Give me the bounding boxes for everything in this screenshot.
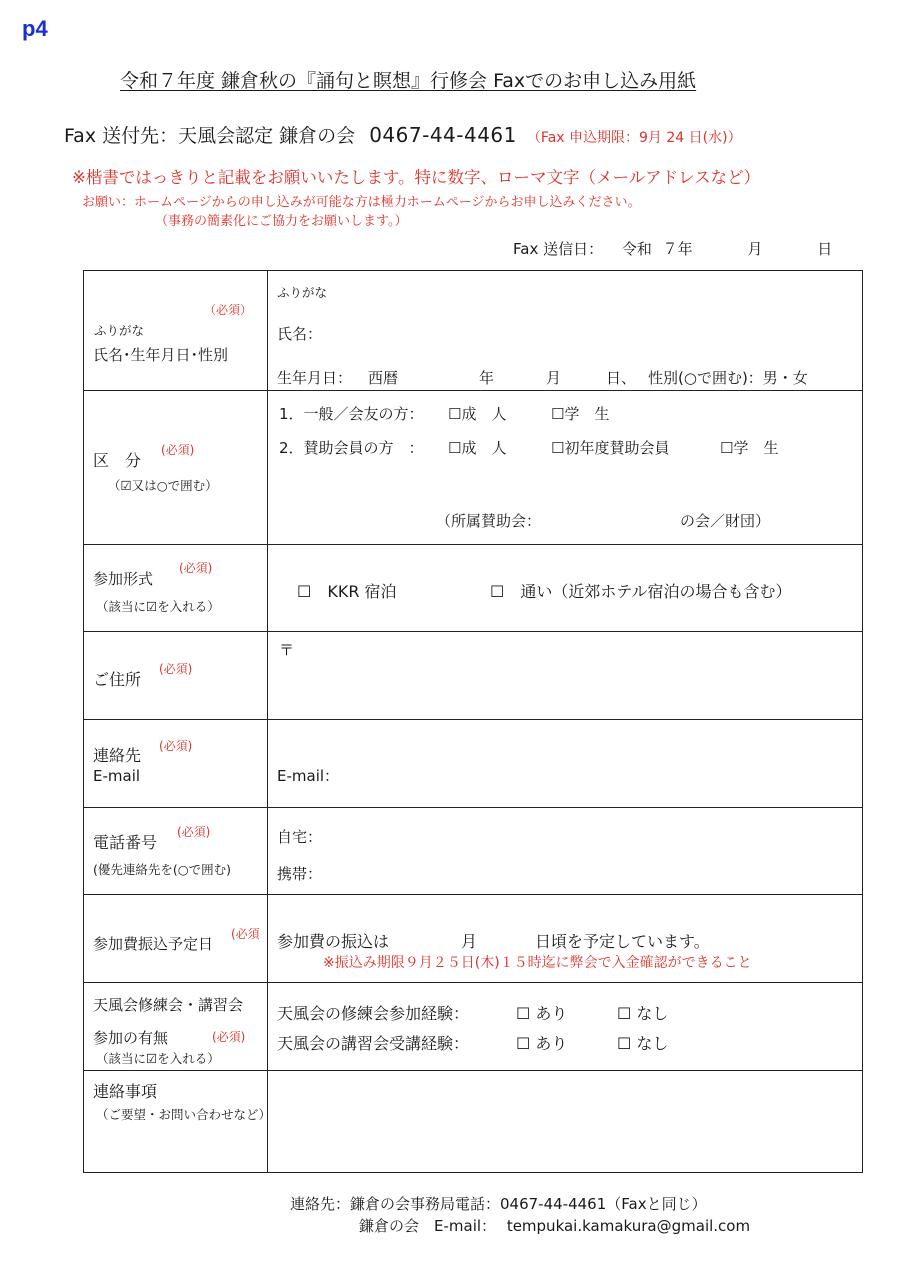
row-contact — [84, 719, 862, 807]
name-field[interactable]: 氏名： — [277, 325, 323, 343]
value-experience — [268, 983, 862, 1070]
required-mark: (必須) — [161, 443, 195, 457]
category-hint: （☑又は○で囲む） — [108, 478, 218, 493]
value-address[interactable] — [268, 632, 862, 719]
phone-label: 電話番号 — [93, 833, 158, 852]
supporting-student-checkbox[interactable]: ☐学 生 — [720, 439, 779, 457]
row-remarks — [84, 1070, 862, 1172]
birth-day[interactable]: 日、 — [606, 369, 637, 387]
training-yes-checkbox[interactable]: ☐ あり — [516, 1004, 568, 1023]
footer-email-address[interactable]: tempukai.kamakura@gmail.com — [506, 1217, 751, 1235]
contact-email-label: E-mail — [93, 767, 141, 785]
experience-label-2: 参加の有無 — [93, 1029, 169, 1047]
row-category — [84, 390, 862, 544]
gender-select[interactable]: 性別(○で囲む)：男・女 — [648, 369, 808, 387]
category-label: 区 分 — [93, 451, 142, 470]
value-phone — [268, 808, 862, 894]
home-phone-field[interactable]: 自宅： — [277, 828, 323, 846]
row-name — [84, 271, 862, 390]
name-dob-gender-label: 氏名･生年月日･性別 — [93, 346, 229, 364]
payment-label: 参加費振込予定日 — [93, 935, 214, 953]
page-title: 令和７年度 鎌倉秋の『誦句と瞑想』行修会 Faxでのお申し込み用紙 — [120, 70, 697, 92]
request-note: お願い：ホームページからの申し込みが可能な方は極力ホームページからお申し込みください。 — [82, 195, 641, 210]
payment-deadline-note: ※振込み期限９月２５日(木)１５時迄に弊会で入金確認ができること — [323, 955, 752, 971]
row-phone — [84, 807, 862, 894]
value-name[interactable] — [268, 271, 862, 390]
label-address — [84, 632, 268, 719]
application-form — [83, 270, 863, 1173]
course-no-checkbox[interactable]: ☐ なし — [617, 1034, 669, 1053]
fax-sent-era: 令和 — [621, 240, 652, 258]
request-note-sub: （事務の簡素化にご協力をお願いします。） — [155, 214, 408, 229]
label-category — [84, 391, 268, 544]
furigana-field[interactable]: ふりがな — [277, 285, 328, 300]
required-mark: (必須) — [179, 561, 213, 575]
supporting-first-year-checkbox[interactable]: ☐初年度賛助会員 — [551, 439, 670, 457]
value-participation-style — [268, 545, 862, 631]
instruction-note: ※楷書ではっきりと記載をお願いいたします。特に数字、ローマ文字（メールアドレスなど） — [72, 168, 761, 187]
label-experience — [84, 983, 268, 1070]
label-participation-style — [84, 545, 268, 631]
payment-text-start: 参加費の振込は — [277, 932, 390, 951]
row-participation-style — [84, 544, 862, 631]
general-student-checkbox[interactable]: ☐学 生 — [551, 405, 610, 423]
fax-sent-year: ７年 — [662, 240, 693, 258]
contact-label: 連絡先 — [93, 746, 142, 765]
value-contact[interactable] — [268, 720, 862, 807]
remarks-label: 連絡事項 — [93, 1082, 158, 1101]
footer-contact-phone: 連絡先：鎌倉の会事務局電話：0467-44-4461（Faxと同じ） — [290, 1195, 707, 1213]
mobile-phone-field[interactable]: 携帯： — [277, 865, 323, 883]
participation-style-label: 参加形式 — [93, 570, 154, 588]
row-experience — [84, 982, 862, 1070]
birth-year[interactable]: 年 — [479, 369, 495, 387]
fax-number: 0467-44-4461 — [369, 123, 517, 147]
required-mark: (必須) — [159, 662, 193, 676]
furigana-label: ふりがな — [94, 323, 145, 338]
required-mark: (必須) — [159, 739, 193, 753]
phone-hint: (優先連絡先を(○で囲む) — [93, 862, 232, 877]
fax-destination-label: Fax 送付先：天風会認定 鎌倉の会 — [64, 125, 356, 147]
fax-destination — [64, 121, 742, 148]
supporting-adult-checkbox[interactable]: ☐成 人 — [448, 439, 507, 457]
participation-style-hint: （該当に☑を入れる） — [96, 599, 220, 614]
general-adult-checkbox[interactable]: ☐成 人 — [448, 405, 507, 423]
payment-month[interactable]: 月 — [461, 932, 478, 951]
label-name — [84, 271, 268, 390]
postal-mark: 〒 — [279, 641, 295, 659]
kkr-stay-checkbox[interactable]: ☐ KKR 宿泊 — [297, 582, 397, 601]
required-mark: (必須) — [212, 1030, 246, 1044]
value-category — [268, 391, 862, 544]
supporting-member-label: 2．賛助会員の方 ： — [279, 439, 424, 457]
birthdate-label: 生年月日： — [277, 369, 353, 387]
label-remarks — [84, 1071, 272, 1172]
commute-checkbox[interactable]: ☐ 通い（近郊ホテル宿泊の場合も含む） — [490, 582, 792, 601]
page-number: p4 — [22, 16, 48, 41]
fax-sent-day: 日 — [817, 240, 833, 258]
remarks-hint: （ご要望・お問い合わせなど） — [96, 1107, 272, 1122]
general-member-label: 1．一般／会友の方： — [279, 405, 424, 423]
row-payment — [84, 894, 862, 982]
payment-day[interactable]: 日頃を予定しています。 — [535, 932, 710, 951]
footer-contact-email — [359, 1215, 750, 1236]
label-contact — [84, 720, 268, 807]
training-no-checkbox[interactable]: ☐ なし — [617, 1004, 669, 1023]
required-mark: （必須） — [204, 303, 253, 317]
email-field[interactable]: E-mail： — [277, 767, 340, 785]
address-label: ご住所 — [93, 670, 142, 689]
affiliation-field[interactable]: （所属賛助会： — [436, 512, 542, 530]
footer-email-label: 鎌倉の会 E-mail： — [359, 1217, 497, 1235]
fax-sent-month: 月 — [747, 240, 763, 258]
fax-sent-label: Fax 送信日： — [513, 240, 604, 258]
label-payment — [84, 895, 268, 982]
fax-deadline: （Fax 申込期限：9月 24 日(水)） — [526, 130, 742, 146]
course-experience-question: 天風会の講習会受講経験： — [277, 1034, 470, 1053]
value-payment — [268, 895, 862, 982]
experience-label: 天風会修練会・講習会 — [93, 996, 244, 1014]
seireki-label: 西暦 — [368, 369, 399, 387]
remarks-field[interactable] — [268, 1071, 862, 1172]
label-phone — [84, 808, 268, 894]
birth-month[interactable]: 月 — [546, 369, 562, 387]
affiliation-suffix: の会／財団） — [680, 512, 771, 530]
fax-sent-date — [513, 238, 832, 259]
required-mark: (必須 — [231, 927, 260, 941]
row-address — [84, 631, 862, 719]
experience-hint: （該当に☑を入れる） — [96, 1051, 220, 1066]
course-yes-checkbox[interactable]: ☐ あり — [516, 1034, 568, 1053]
required-mark: (必須) — [177, 825, 211, 839]
training-experience-question: 天風会の修練会参加経験： — [277, 1004, 470, 1023]
